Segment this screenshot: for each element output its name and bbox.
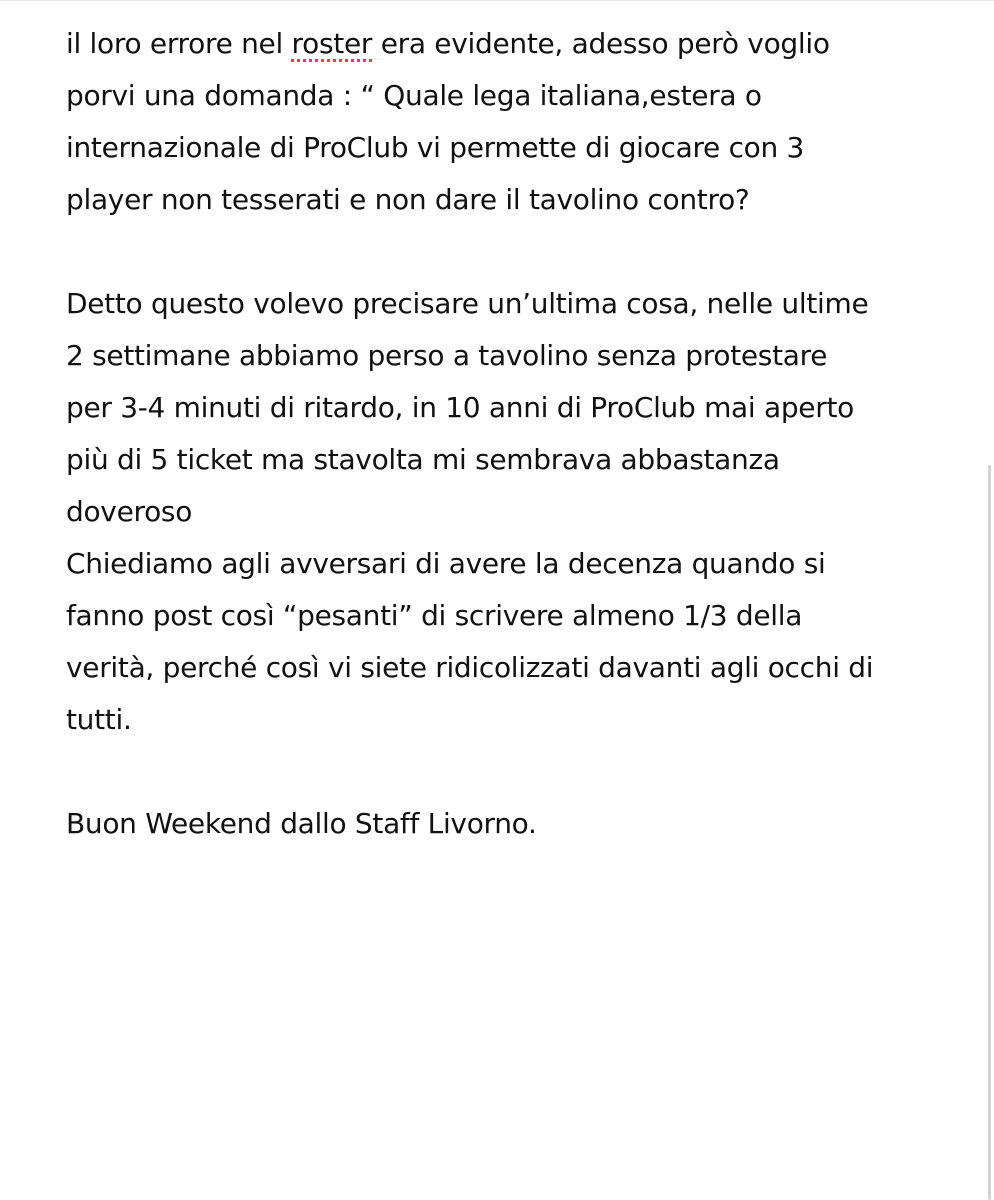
text-line: tutti. <box>66 703 132 736</box>
text-line: fanno post così “pesanti” di scrivere almeno 1/3 della <box>66 599 803 632</box>
top-divider <box>0 0 994 1</box>
text-line: porvi una domanda : “ Quale lega italiana,estera o <box>66 79 762 112</box>
scrollbar-thumb[interactable] <box>988 465 991 1200</box>
text-line: internazionale di ProClub vi permette di giocare con 3 <box>66 131 805 164</box>
scrollbar-track[interactable] <box>986 0 994 1200</box>
text-line: player non tesserati e non dare il tavolino contro? <box>66 183 750 216</box>
paragraph-gap <box>66 226 946 278</box>
text-line: Chiediamo agli avversari di avere la decenza quando si <box>66 547 826 580</box>
note-text-body[interactable] <box>66 18 946 850</box>
spellcheck-flagged-word[interactable]: roster <box>291 27 373 60</box>
text-line: Detto questo volevo precisare un’ultima cosa, nelle ultime <box>66 287 869 320</box>
signoff-line: Buon Weekend dallo Staff Livorno. <box>66 807 537 840</box>
text-line: verità, perché così vi siete ridicolizzati davanti agli occhi di <box>66 651 874 684</box>
text-line: 2 settimane abbiamo perso a tavolino senza protestare <box>66 339 828 372</box>
text-line: più di 5 ticket ma stavolta mi sembrava abbastanza <box>66 443 780 476</box>
text-line: per 3-4 minuti di ritardo, in 10 anni di ProClub mai aperto <box>66 391 854 424</box>
text-line: doveroso <box>66 495 193 528</box>
text-line: il loro errore nel roster era evidente, adesso però voglio <box>66 27 830 60</box>
paragraph-gap <box>66 746 946 798</box>
